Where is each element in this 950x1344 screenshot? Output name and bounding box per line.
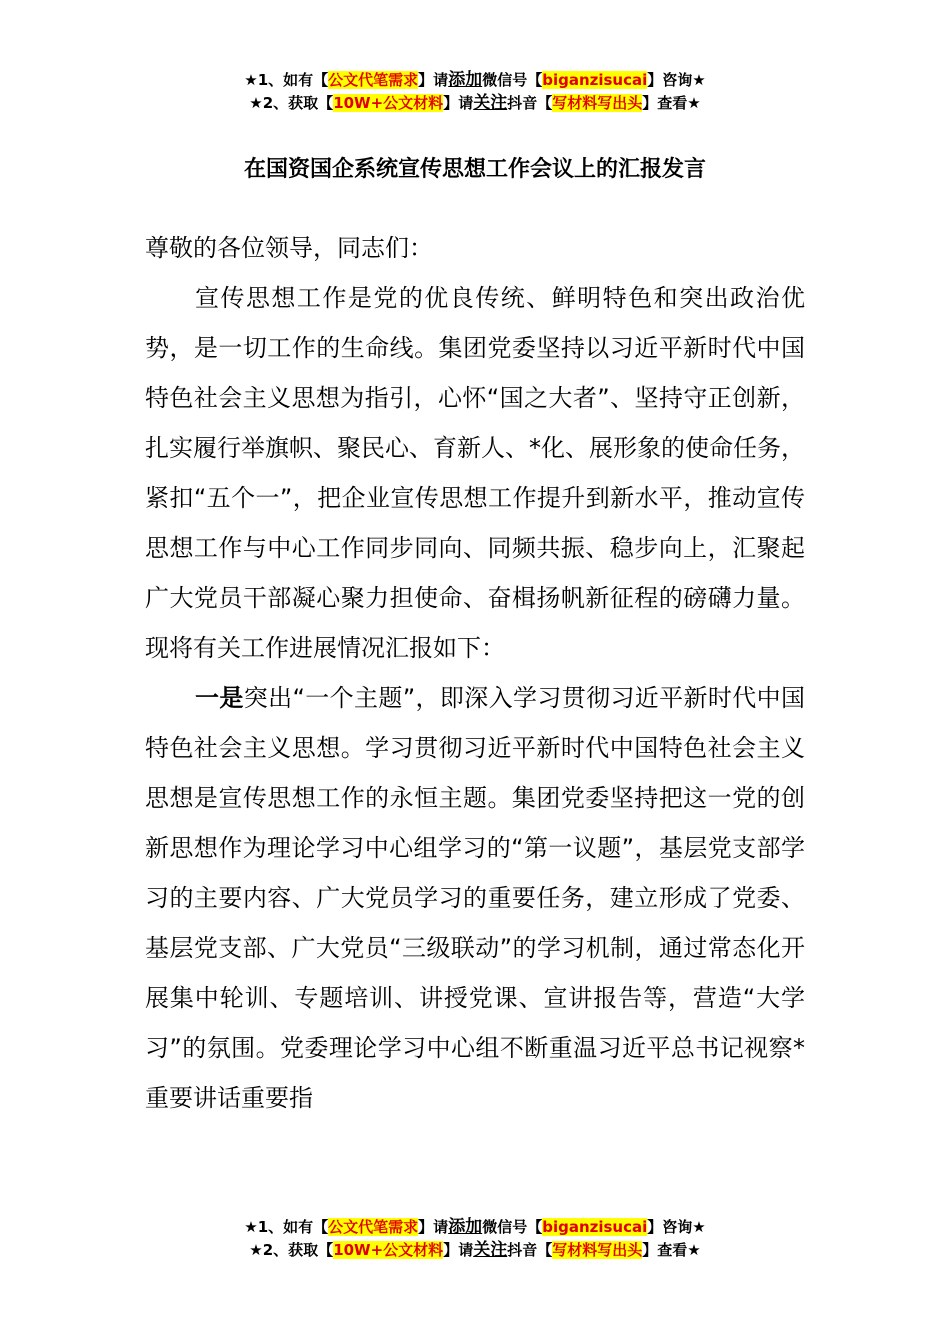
banner-text: 】咨询★ bbox=[647, 1218, 706, 1236]
banner-text: 】请 bbox=[418, 71, 449, 89]
banner-text: 抖音【 bbox=[507, 1241, 553, 1259]
footer-banner bbox=[0, 1216, 950, 1262]
banner-highlight: 公文代笔需求 bbox=[328, 1218, 419, 1236]
banner-text: ★1、如有【 bbox=[244, 71, 329, 89]
banner-highlight: 10W+公文材料 bbox=[333, 94, 444, 112]
banner-text: 】请 bbox=[418, 1218, 449, 1236]
banner-text: 】查看★ bbox=[642, 1241, 701, 1259]
banner-text: ★2、获取【 bbox=[249, 1241, 334, 1259]
banner-text: ★2、获取【 bbox=[249, 94, 334, 112]
banner-text: 微信号【 bbox=[482, 71, 543, 89]
header-banner bbox=[0, 69, 950, 115]
banner-emphasis: 添加 bbox=[448, 1217, 483, 1237]
banner-line-2 bbox=[0, 92, 950, 115]
banner-highlight: biganzisucai bbox=[542, 1218, 648, 1236]
paragraph-2 bbox=[145, 673, 805, 1123]
banner-text: 】咨询★ bbox=[647, 71, 706, 89]
banner-emphasis: 关注 bbox=[473, 1240, 508, 1260]
banner-line-2 bbox=[0, 1239, 950, 1262]
banner-highlight: 写材料写出头 bbox=[552, 94, 643, 112]
banner-text: ★1、如有【 bbox=[244, 1218, 329, 1236]
banner-text: 】请 bbox=[443, 94, 474, 112]
banner-highlight: biganzisucai bbox=[542, 71, 648, 89]
banner-emphasis: 关注 bbox=[473, 93, 508, 113]
banner-line-1 bbox=[0, 1216, 950, 1239]
salutation: 尊敬的各位领导，同志们： bbox=[145, 234, 433, 262]
document-body bbox=[145, 223, 805, 1123]
document-title: 在国资国企系统宣传思想工作会议上的汇报发言 bbox=[243, 157, 706, 182]
banner-text: 抖音【 bbox=[507, 94, 553, 112]
paragraph-2-text: 突出“一个主题”，即深入学习贯彻习近平新时代中国特色社会主义思想。学习贯彻习近平新时代中国特色社会主义思想是宣传思想工作的永恒主题。集团党委坚持把这一党的创新思想作为理论学习中心组学习的“第一议题”，基层党支部学习的主要内容、广大党员学习的重要任务，建立形成了党委、基层党支部、广大党员“三级联动”的学习机制，通过常态化开展集中轮训、专题培训、讲授党课、宣讲报告等，营造“大学习”的氛围。党委理论学习中心组不断重温习近平总书记视察*重要讲话重要指 bbox=[145, 684, 805, 1112]
banner-line-1 bbox=[0, 69, 950, 92]
paragraph-lead: 一是 bbox=[195, 684, 244, 712]
banner-text: 】查看★ bbox=[642, 94, 701, 112]
banner-highlight: 写材料写出头 bbox=[552, 1241, 643, 1259]
banner-text: 微信号【 bbox=[482, 1218, 543, 1236]
banner-highlight: 10W+公文材料 bbox=[333, 1241, 444, 1259]
banner-text: 】请 bbox=[443, 1241, 474, 1259]
paragraph-1: 宣传思想工作是党的优良传统、鲜明特色和突出政治优势，是一切工作的生命线。集团党委坚持以习近平新时代中国特色社会主义思想为指引，心怀“国之大者”、坚持守正创新，扎实履行举旗帜、聚民心、育新人、*化、展形象的使命任务，紧扣“五个一”，把企业宣传思想工作提升到新水平，推动宣传思想工作与中心工作同步同向、同频共振、稳步向上，汇聚起广大党员干部凝心聚力担使命、奋楫扬帆新征程的磅礴力量。现将有关工作进展情况汇报如下： bbox=[145, 284, 805, 662]
banner-highlight: 公文代笔需求 bbox=[328, 71, 419, 89]
banner-emphasis: 添加 bbox=[448, 70, 483, 90]
